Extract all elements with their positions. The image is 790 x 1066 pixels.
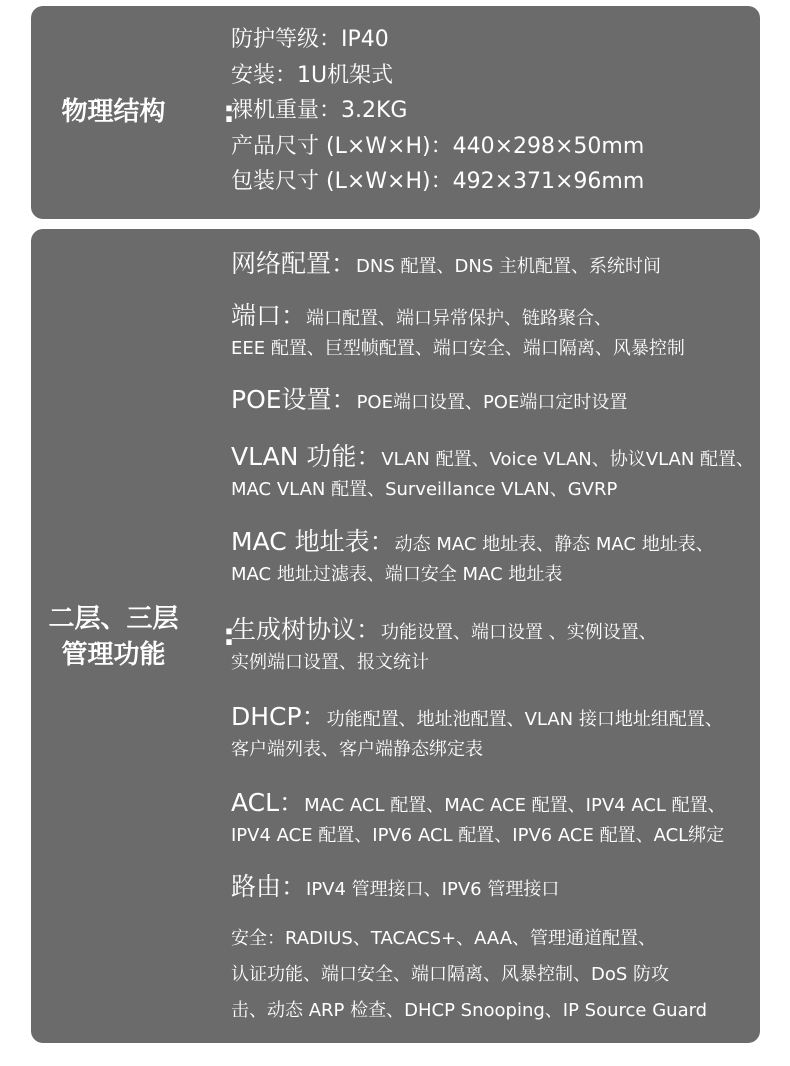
security-line: 认证功能、端口安全、端口隔离、风暴控制、DoS 防攻 [231, 964, 670, 985]
feature-detail: 功能设置、端口设置 、实例设置、 [381, 622, 657, 643]
feature-detail: MAC ACL 配置、MAC ACE 配置、IPV4 ACL 配置、 [304, 795, 726, 816]
feature-detail-line2: EEE 配置、巨型帧配置、端口安全、端口隔离、风暴控制 [231, 338, 685, 359]
physical-structure-panel [31, 6, 760, 219]
feature-heading: 路由： [231, 872, 307, 901]
management-features-label [31, 601, 196, 673]
feature-heading: POE设置： [231, 385, 357, 414]
protection-level-text: 防护等级：IP40 [231, 27, 389, 52]
feature-heading: DHCP： [231, 702, 327, 731]
feature-detail-line2: MAC 地址过滤表、端口安全 MAC 地址表 [231, 564, 563, 585]
feature-dhcp [231, 702, 760, 765]
management-features-panel [31, 229, 760, 1043]
feature-heading: 端口： [231, 301, 307, 330]
feature-detail-line2: 实例端口设置、报文统计 [231, 652, 429, 673]
physical-spec-list [231, 22, 760, 200]
feature-detail-line2: 客户端列表、客户端静态绑定表 [231, 739, 483, 760]
feature-mac-table [231, 527, 760, 590]
management-label-line1: 二层、三层 [48, 604, 179, 634]
feature-detail: VLAN 配置、Voice VLAN、协议VLAN 配置、 [381, 449, 755, 470]
feature-heading: VLAN 功能： [231, 442, 382, 471]
feature-heading: 生成树协议： [231, 615, 382, 644]
physical-structure-label: 物理结构 [61, 97, 166, 127]
feature-detail: 端口配置、端口异常保护、链路聚合、 [306, 308, 613, 329]
feature-detail: IPV4 管理接口、IPV6 管理接口 [306, 879, 560, 900]
product-size-text: 产品尺寸 (L×W×H)：440×298×50mm [231, 133, 645, 159]
feature-detail: DNS 配置、DNS 主机配置、系统时间 [356, 256, 661, 277]
package-size-text: 包装尺寸 (L×W×H)：492×371×96mm [231, 169, 645, 194]
feature-detail-line2: IPV4 ACE 配置、IPV6 ACL 配置、IPV6 ACE 配置、ACL绑定 [231, 825, 725, 846]
feature-detail: 动态 MAC 地址表、静态 MAC 地址表、 [394, 534, 714, 555]
feature-port [231, 301, 760, 364]
feature-spanning-tree [231, 615, 760, 678]
security-line: 击、动态 ARP 检查、DHCP Snooping、IP Source Guard [231, 1000, 708, 1021]
feature-network-config [231, 249, 760, 282]
feature-security [231, 921, 760, 1029]
feature-heading: 网络配置： [231, 249, 357, 278]
management-features-colon: : [223, 618, 235, 653]
feature-poe-settings [231, 385, 760, 418]
feature-heading: MAC 地址表： [231, 527, 395, 556]
feature-detail-line2: MAC VLAN 配置、Surveillance VLAN、GVRP [231, 479, 618, 500]
feature-detail: 功能配置、地址池配置、VLAN 接口地址组配置、 [326, 709, 723, 730]
feature-routing [231, 872, 760, 905]
feature-heading: ACL： [231, 788, 305, 817]
weight-text: 裸机重量：3.2KG [231, 98, 408, 123]
physical-structure-colon: : [223, 95, 235, 130]
security-line: 安全：RADIUS、TACACS+、AAA、管理通道配置、 [231, 928, 657, 949]
installation-text: 安装：1U机架式 [231, 62, 394, 88]
feature-acl [231, 788, 760, 851]
management-label-line2: 管理功能 [61, 640, 166, 670]
feature-detail: POE端口设置、POE端口定时设置 [356, 392, 628, 413]
feature-vlan [231, 442, 760, 505]
